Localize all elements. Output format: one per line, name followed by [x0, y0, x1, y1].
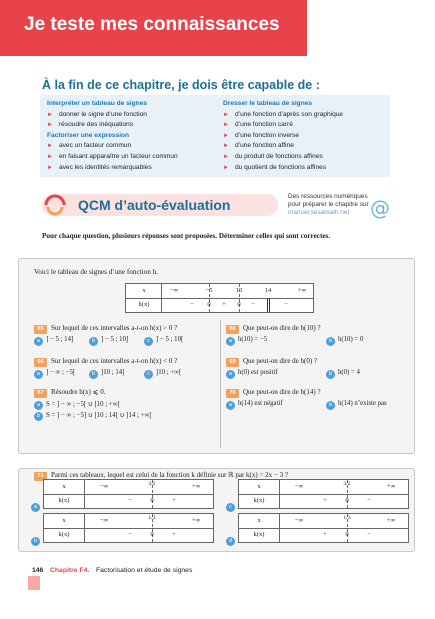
row-label-k: k(x) [58, 497, 70, 504]
objective-text: d’une fonction carré [234, 121, 293, 129]
objective-text: avec un facteur commun [58, 142, 132, 150]
row-label-x: x [62, 483, 66, 490]
question-number: 66 [34, 358, 47, 367]
objective-heading: Factoriser une expression [47, 131, 130, 139]
sign-cell: − [367, 531, 371, 538]
option-text[interactable]: h(14) est négatif [238, 400, 283, 407]
question-text: Sur lequel de ces intervalles a-t-on h(x) > 0 ? [51, 324, 178, 332]
objective-item [223, 131, 393, 142]
option-a-badge[interactable]: a [226, 370, 235, 379]
sign-cell: − [251, 301, 255, 308]
triangle-bullet-icon: ► [47, 111, 53, 118]
sign-cell: − [128, 531, 132, 538]
table-rule [84, 480, 85, 508]
question-text: Résoudre h(x) ⩽ 0. [51, 388, 106, 396]
x-value: −∞ [169, 287, 179, 294]
option-text[interactable]: ]10 ; +∞[ [156, 369, 182, 376]
x-value: −∞ [99, 517, 109, 524]
triangle-bullet-icon: ► [223, 164, 229, 171]
table-rule [44, 494, 213, 495]
option-c-badge[interactable]: c [144, 337, 153, 346]
question-number: 67 [34, 389, 47, 398]
sign-cell: + [323, 531, 327, 538]
objectives-right-column [223, 99, 393, 173]
objective-item [223, 120, 393, 131]
sign-cell: − [190, 301, 194, 308]
zero-mark: 0 [237, 301, 241, 308]
option-a-badge[interactable]: a [31, 503, 40, 512]
sign-cell: + [222, 301, 226, 308]
zero-mark: 0 [150, 531, 154, 538]
row-label-k: k(x) [253, 497, 265, 504]
objective-item [47, 110, 217, 121]
objective-item [47, 141, 217, 152]
objective-heading: Interpréter un tableau de signes [47, 100, 148, 107]
option-text[interactable]: h(0) est positif [238, 369, 278, 376]
question-number: 69 [226, 358, 239, 367]
sign-cell: + [172, 531, 176, 538]
question-number: 71 [34, 472, 47, 481]
row-label-k: k(x) [58, 531, 70, 538]
x-value: 1/3 [148, 515, 156, 521]
objective-item [47, 163, 217, 174]
x-value: +∞ [297, 287, 307, 294]
zero-mark: 0 [345, 531, 349, 538]
resources-link[interactable]: manuel.sesamath.net [288, 209, 350, 216]
option-a-badge[interactable]: a [34, 401, 43, 410]
option-text[interactable]: ] − 5 ; 14] [46, 336, 74, 343]
option-text[interactable]: h(10) = 0 [338, 336, 364, 343]
x-value: +∞ [191, 483, 201, 490]
footer-chapter: Chapitre F4. [50, 567, 90, 574]
option-b-badge[interactable]: b [31, 537, 40, 546]
x-value: 3/2 [343, 481, 351, 487]
objectives-title: À la fin de ce chapitre, je dois être capable de : [42, 78, 320, 92]
qcm-title: QCM d’auto-évaluation [78, 197, 231, 213]
question-number: 66 [226, 325, 239, 334]
objectives-box [40, 95, 390, 177]
x-value: +∞ [191, 517, 201, 524]
sign-cell: − [128, 497, 132, 504]
sign-table-option-b [43, 513, 214, 543]
sign-cell: + [323, 497, 327, 504]
question-text: Parmi ces tableaux, lequel est celui de la fonction k définie sur ℝ par k(x) = 2x − 3 ? [51, 471, 288, 479]
objectives-left-column [47, 99, 217, 173]
objective-text: en faisant apparaître un facteur commun [58, 152, 178, 160]
option-text[interactable]: ] − ∞ ; −5[ [46, 369, 76, 376]
objective-text: résoudre des inéquations [58, 121, 134, 129]
option-b-badge[interactable]: b [34, 412, 43, 421]
option-b-badge[interactable]: b [326, 401, 335, 410]
x-value: −5 [205, 287, 213, 294]
resources-line-2: pour préparer le chapitre sur [288, 201, 369, 208]
sign-table-row-h: h(x) [138, 301, 150, 308]
question-text: Que peut-on dire de h(10) ? [243, 324, 321, 332]
objective-text: d’une fonction affine [234, 142, 294, 150]
sign-table-intro: Voici le tableau de signes d’une fonction h. [34, 268, 159, 276]
forbidden-value-bar [267, 298, 270, 312]
x-value: 14 [264, 287, 272, 294]
x-value: 10 [235, 287, 243, 294]
qcm-logo-icon [42, 192, 68, 218]
resources-line-1: Des ressources numériques [288, 193, 368, 200]
triangle-bullet-icon: ► [223, 132, 229, 139]
option-text[interactable]: ] − 5 ; 10[ [156, 336, 184, 343]
objective-text: du produit de fonctions affines [234, 152, 323, 160]
objective-text: avec les identités remarquables [58, 163, 152, 171]
question-text: Sur lequel de ces intervalles a-t-on h(x) < 0 ? [51, 357, 178, 365]
objective-text: d’une fonction inverse [234, 131, 300, 139]
table-rule [279, 514, 280, 542]
zero-mark: 0 [207, 301, 211, 308]
instructions: Pour chaque question, plusieurs réponses sont proposées. Déterminer celles qui sont correctes. [42, 232, 331, 240]
banner-title: Je teste mes connaissances [24, 14, 280, 35]
zero-mark: 0 [345, 497, 349, 504]
row-label-k: k(x) [253, 531, 265, 538]
objective-item [223, 110, 393, 121]
option-a-badge[interactable]: a [226, 337, 235, 346]
sign-table [125, 283, 314, 313]
option-text[interactable]: h(14) n’existe pas [338, 400, 387, 407]
triangle-bullet-icon: ► [47, 143, 53, 150]
zero-mark: 0 [150, 497, 154, 504]
row-label-x: x [62, 517, 66, 524]
option-text[interactable]: h(0) = 4 [338, 369, 360, 376]
triangle-bullet-icon: ► [47, 164, 53, 171]
objective-item [223, 141, 393, 152]
row-label-x: x [257, 483, 261, 490]
x-value: +∞ [386, 517, 396, 524]
triangle-bullet-icon: ► [47, 122, 53, 129]
at-sign-icon: @ [370, 196, 390, 220]
triangle-bullet-icon: ► [223, 122, 229, 129]
page-number: 146 [32, 567, 44, 574]
triangle-bullet-icon: ► [223, 153, 229, 160]
option-b-badge[interactable]: b [326, 370, 335, 379]
triangle-bullet-icon: ► [223, 143, 229, 150]
option-d-badge[interactable]: d [226, 537, 235, 546]
table-rule [279, 480, 280, 508]
triangle-bullet-icon: ► [47, 153, 53, 160]
option-c-badge[interactable]: c [226, 503, 235, 512]
footer-title: Factorisation et étude de signes [96, 567, 193, 574]
option-text[interactable]: h(10) = −5 [238, 336, 268, 343]
option-text[interactable]: S = ] − ∞ ; −5[ ∪ [10 ; +∞[ [46, 401, 120, 408]
sign-table-option-c [238, 479, 409, 509]
sign-table-option-a [43, 479, 214, 509]
triangle-bullet-icon: ► [223, 111, 229, 118]
option-a-badge[interactable]: a [226, 401, 235, 410]
objective-text: d’une fonction d’après son graphique [234, 110, 344, 118]
objective-item [47, 120, 217, 131]
option-text[interactable]: S = ] − ∞ ; −5] ∪ [10 ; 14[ ∪ ]14 ; +∞[ [46, 412, 152, 419]
sign-table-option-d [238, 513, 409, 543]
option-b-badge[interactable]: b [326, 337, 335, 346]
objective-text: du quotient de fonctions affines [234, 163, 327, 171]
sign-cell: − [284, 301, 288, 308]
x-value: 1/3 [343, 515, 351, 521]
objective-heading: Dresser le tableau de signes [223, 100, 313, 107]
objective-item [223, 152, 393, 163]
x-value: −∞ [294, 517, 304, 524]
sign-cell: + [172, 497, 176, 504]
objective-item [47, 152, 217, 163]
table-rule [239, 494, 408, 495]
footer-tab [28, 576, 40, 590]
column-divider [220, 320, 221, 448]
sign-cell: − [367, 497, 371, 504]
resources-note [288, 193, 369, 217]
option-b-badge[interactable]: b [89, 337, 98, 346]
x-value: −∞ [294, 483, 304, 490]
x-value: −∞ [99, 483, 109, 490]
objective-text: donner le signe d’une fonction [58, 110, 147, 118]
option-a-badge[interactable]: a [34, 370, 43, 379]
option-a-badge[interactable]: a [34, 337, 43, 346]
x-value: +∞ [386, 483, 396, 490]
question-number: 70 [226, 389, 239, 398]
option-text[interactable]: ]10 ; 14] [101, 369, 125, 376]
question-number: 65 [34, 325, 47, 334]
sign-table-row-x: x [142, 287, 146, 294]
option-b-badge[interactable]: b [89, 370, 98, 379]
x-value: 3/2 [148, 481, 156, 487]
table-rule [44, 528, 213, 529]
option-text[interactable]: ] − 5 ; 10] [101, 336, 129, 343]
table-rule [84, 514, 85, 542]
question-text: Que peut-on dire de h(14) ? [243, 388, 321, 396]
question-text: Que peut-on dire de h(0) ? [243, 357, 318, 365]
objective-item [223, 163, 393, 174]
row-label-x: x [257, 517, 261, 524]
table-rule [239, 528, 408, 529]
option-c-badge[interactable]: c [144, 370, 153, 379]
